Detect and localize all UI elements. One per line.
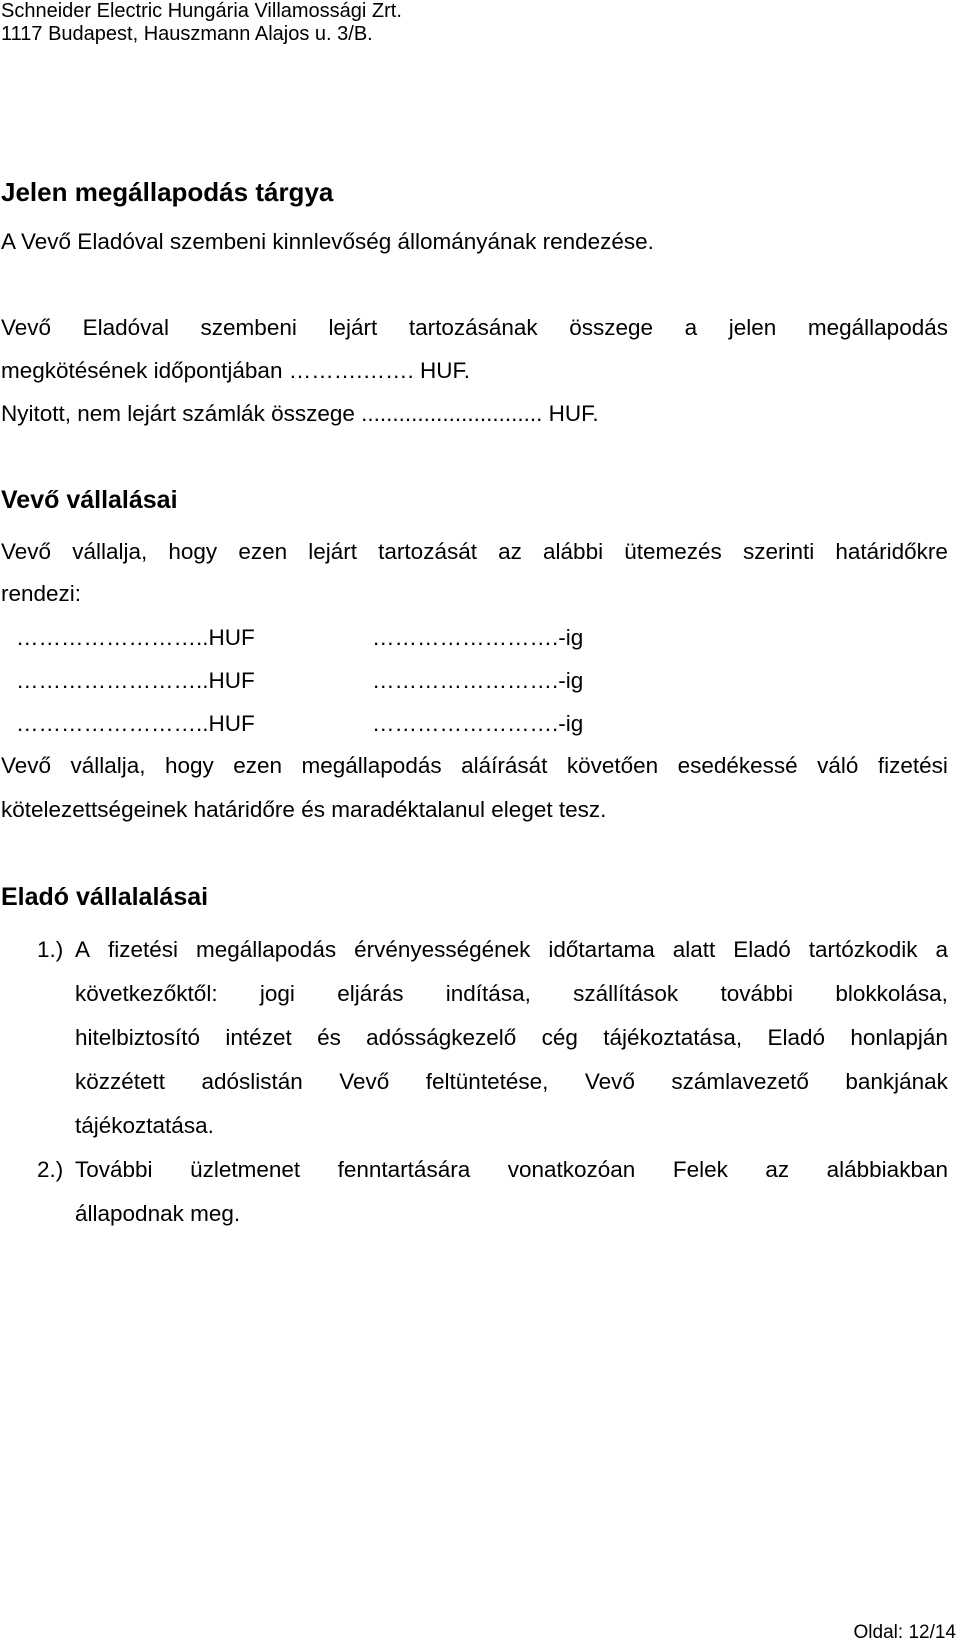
word: fizetési	[877, 753, 948, 778]
word: érvényességének	[354, 937, 531, 962]
word: indítása,	[445, 981, 531, 1006]
word: követően	[566, 753, 659, 778]
schedule-amount-3: ……………………..HUF	[16, 711, 255, 736]
word: eljárás	[337, 981, 404, 1006]
word: vonatkozóan	[507, 1157, 636, 1182]
word: szállítások	[573, 981, 679, 1006]
schedule-intro-line-2: rendezi:	[1, 581, 82, 606]
word: szerinti	[742, 539, 815, 564]
word: váló	[817, 753, 859, 778]
word: tartozását	[378, 539, 477, 564]
word: fenntartására	[337, 1157, 471, 1182]
word: közzétett	[75, 1069, 166, 1094]
word: megállapodás	[807, 315, 948, 340]
word: további	[720, 981, 794, 1006]
schedule-date-2: …………………….-ig	[372, 668, 584, 693]
word: Vevő	[584, 1069, 635, 1094]
subject-heading: Jelen megállapodás tárgya	[1, 177, 334, 207]
word: adósságkezelő	[366, 1025, 517, 1050]
schedule-date-3: …………………….-ig	[372, 711, 584, 736]
word: következőktől:	[75, 981, 218, 1006]
company-address: 1117 Budapest, Hauszmann Alajos u. 3/B.	[1, 23, 373, 45]
word: vállalja,	[70, 753, 146, 778]
seller-item-1-line-3	[75, 1024, 948, 1052]
word: Vevő	[1, 753, 52, 778]
word: Vevő	[1, 539, 52, 564]
word: és	[317, 1025, 341, 1050]
word: jogi	[259, 981, 295, 1006]
overdue-amount-line-1	[1, 314, 948, 342]
word: Eladó	[733, 937, 791, 962]
commitment-line-2: kötelezettségeinek határidőre és maradéktalanul eleget tesz.	[1, 797, 607, 822]
word: hogy	[165, 753, 214, 778]
word: megállapodás	[195, 937, 337, 962]
word: az	[498, 539, 522, 564]
word: cég	[541, 1025, 578, 1050]
seller-item-1-line-1	[75, 936, 948, 964]
company-name: Schneider Electric Hungária Villamossági Zrt.	[1, 0, 402, 22]
word: szembeni	[200, 315, 297, 340]
schedule-date-1: …………………….-ig	[372, 625, 584, 650]
buyer-heading: Vevő vállalásai	[1, 486, 178, 514]
word: adóslistán	[201, 1069, 303, 1094]
word: alatt	[672, 937, 716, 962]
word: tartózkodik	[808, 937, 918, 962]
word: határidőkre	[835, 539, 948, 564]
word: Felek	[672, 1157, 728, 1182]
word: intézet	[225, 1025, 292, 1050]
word: vállalja,	[72, 539, 148, 564]
word: összege	[569, 315, 654, 340]
word: Eladó	[767, 1025, 825, 1050]
word: honlapján	[850, 1025, 948, 1050]
schedule-intro-line-1	[1, 538, 948, 566]
word: Vevő	[339, 1069, 390, 1094]
word: aláírását	[461, 753, 548, 778]
word: számlavezető	[671, 1069, 809, 1094]
seller-item-2-line-1	[75, 1156, 948, 1184]
seller-heading: Eladó vállalalásai	[1, 883, 209, 911]
word: hogy	[168, 539, 218, 564]
word: tájékoztatása,	[603, 1025, 743, 1050]
word: hitelbiztosító	[75, 1025, 201, 1050]
word: ezen	[233, 753, 283, 778]
word: bankjának	[845, 1069, 948, 1094]
word: blokkolása,	[835, 981, 948, 1006]
schedule-amount-1: ……………………..HUF	[16, 625, 255, 650]
schedule-amount-2: ……………………..HUF	[16, 668, 255, 693]
seller-item-2-line-2: állapodnak meg.	[75, 1201, 241, 1226]
page-header	[1, 0, 402, 46]
list-number: 2.)	[37, 1157, 64, 1182]
word: ezen	[238, 539, 288, 564]
word: tartozásának	[408, 315, 538, 340]
word: jelen	[728, 315, 777, 340]
list-number: 1.)	[37, 937, 64, 962]
word: Eladóval	[82, 315, 169, 340]
open-invoices-line: Nyitott, nem lejárt számlák összege ............................. HUF.	[1, 401, 599, 426]
word: feltüntetése,	[425, 1069, 549, 1094]
word: a	[684, 315, 698, 340]
commitment-line-1	[1, 752, 948, 780]
word: esedékessé	[677, 753, 798, 778]
word: az	[765, 1157, 790, 1182]
word: lejárt	[308, 539, 358, 564]
page-number: Oldal: 12/14	[853, 1622, 956, 1643]
overdue-amount-line-2: megkötésének időpontjában ……….……. HUF.	[1, 358, 470, 383]
word: ütemezés	[624, 539, 722, 564]
seller-item-1-line-4	[75, 1068, 948, 1096]
word: fizetési	[107, 937, 179, 962]
word: További	[75, 1157, 153, 1182]
word: a	[935, 937, 948, 962]
word: alábbi	[543, 539, 604, 564]
subject-text: A Vevő Eladóval szembeni kinnlevőség állományának rendezése.	[1, 229, 654, 254]
word: Vevő	[1, 315, 52, 340]
word: üzletmenet	[190, 1157, 301, 1182]
word: megállapodás	[301, 753, 442, 778]
word: időtartama	[548, 937, 655, 962]
word: A	[75, 937, 91, 962]
seller-item-1-line-5: tájékoztatása.	[75, 1113, 214, 1138]
word: alábbiakban	[826, 1157, 948, 1182]
word: lejárt	[328, 315, 378, 340]
seller-item-1-line-2	[75, 980, 948, 1008]
